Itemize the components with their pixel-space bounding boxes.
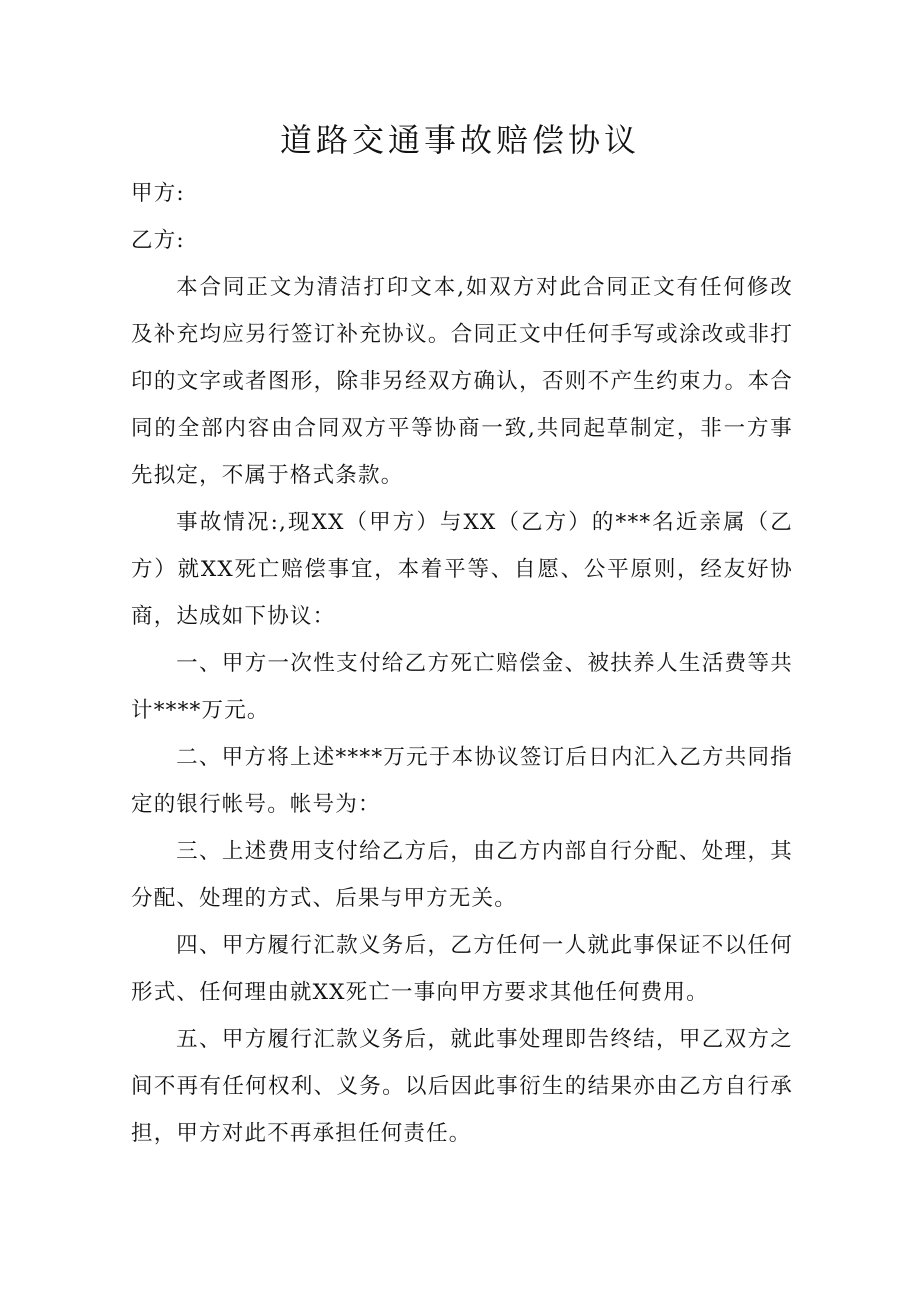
clause-3: 三、上述费用支付给乙方后，由乙方内部自行分配、处理，其分配、处理的方式、后果与甲方无关。	[131, 839, 793, 911]
clause-2: 二、甲方将上述****万元于本协议签订后日内汇入乙方共同指定的银行帐号。帐号为：	[131, 745, 793, 817]
clause-1: 一、甲方一次性支付给乙方死亡赔偿金、被扶养人生活费等共计****万元。	[131, 651, 793, 723]
party-a-line: 甲方:	[131, 181, 185, 206]
clause-5: 五、甲方履行汇款义务后，就此事处理即告终结，甲乙双方之间不再有任何权利、义务。以后因此事衍生的结果亦由乙方自行承担，甲方对此不再承担任何责任。	[131, 1027, 793, 1146]
party-b-line: 乙方:	[131, 228, 185, 253]
paragraph-preamble: 本合同正文为清洁打印文本,如双方对此合同正文有任何修改及补充均应另行签订补充协议。合同正文中任何手写或涂改或非打印的文字或者图形，除非另经双方确认，否则不产生约束力。本合同的全部内容由合同双方平等协商一致,共同起草制定，非一方事先拟定，不属于格式条款。	[131, 275, 793, 488]
document-title: 道路交通事故赔偿协议	[279, 121, 640, 159]
document-body	[131, 170, 793, 1157]
paragraph-accident: 事故情况:,现XX（甲方）与XX（乙方）的***名近亲属（乙方）就XX死亡赔偿事宜，本着平等、自愿、公平原则，经友好协商，达成如下协议：	[131, 510, 793, 629]
clause-4: 四、甲方履行汇款义务后，乙方任何一人就此事保证不以任何形式、任何理由就XX死亡一事向甲方要求其他任何费用。	[131, 933, 793, 1005]
